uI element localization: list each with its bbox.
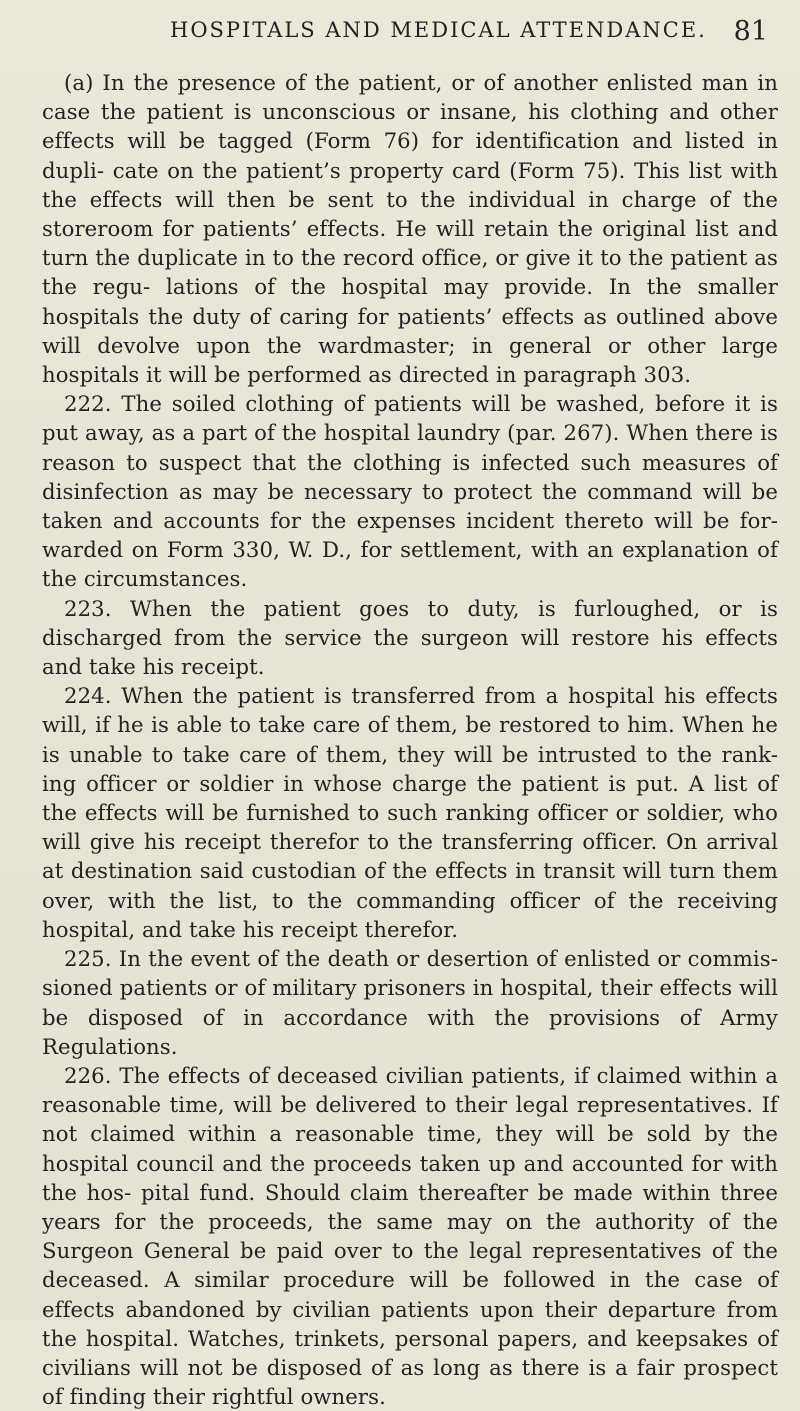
- page-number: 81: [733, 16, 768, 47]
- paragraph-224: 224. When the patient is transferred from a hospital his effects will, if he is able to take care of them, be restored to him. When he is unable to take care of them, they will be intrusted to the rank- ing officer or soldier in whose charge the patient is put. A list of the effects will be furnished to such ranking officer or soldier, who will give his receipt therefor to the transferring officer. On arrival at destination said custodian of the effects in transit will turn them over, with the list, to the commanding officer of the receiving hospital, and take his receipt therefor.: [42, 683, 778, 942]
- paragraph-223: 223. When the patient goes to duty, is furloughed, or is discharged from the service the surgeon will restore his effects and take his receipt.: [42, 595, 778, 680]
- body-text: [42, 68, 778, 1411]
- page-header: [0, 18, 800, 58]
- paragraph-225: 225. In the event of the death or desertion of enlisted or commis- sioned patients or of military prisoners in hospital, their effects will be disposed of in accordance with the provisions of Army Regulations.: [42, 946, 778, 1059]
- running-head: HOSPITALS AND MEDICAL ATTENDANCE.: [170, 18, 707, 42]
- paragraph-226: 226. The effects of deceased civilian patients, if claimed within a reasonable time, will be delivered to their legal representatives. If not claimed within a reasonable time, they will be sold by the hospital council and the proceeds taken up and accounted for with the hos- pital fund. Should claim thereafter be made within three years for the proceeds, the same may on the authority of the Surgeon General be paid over to the legal representatives of the deceased. A similar procedure will be followed in the case of effects abandoned by civilian patients upon their departure from the hospital. Watches, trinkets, personal papers, and keepsakes of civilians will not be disposed of as long as there is a fair prospect of finding their rightful owners.: [42, 1062, 778, 1410]
- paragraph-222: 222. The soiled clothing of patients will be washed, before it is put away, as a part of the hospital laundry (par. 267). When there is reason to suspect that the clothing is infected such measures of disinfection as may be necessary to protect the command will be taken and accounts for the expenses incident thereto will be for- warded on Form 330, W. D., for settlement, with an explanation of the circumstances.: [42, 391, 778, 592]
- paragraph-a: (a) In the presence of the patient, or of another enlisted man in case the patient is unconscious or insane, his clothing and other effects will be tagged (Form 76) for identification and listed in dupli- cate on the patient’s property card (Form 75). This list with the effects will then be sent to the individual in charge of the storeroom for patients’ effects. He will retain the original list and turn the duplicate in to the record office, or give it to the patient as the regu- lations of the hospital may provide. In the smaller hospitals the duty of caring for patients’ effects as outlined above will devolve upon the wardmaster; in general or other large hospitals it will be performed as directed in paragraph 303.: [42, 70, 778, 388]
